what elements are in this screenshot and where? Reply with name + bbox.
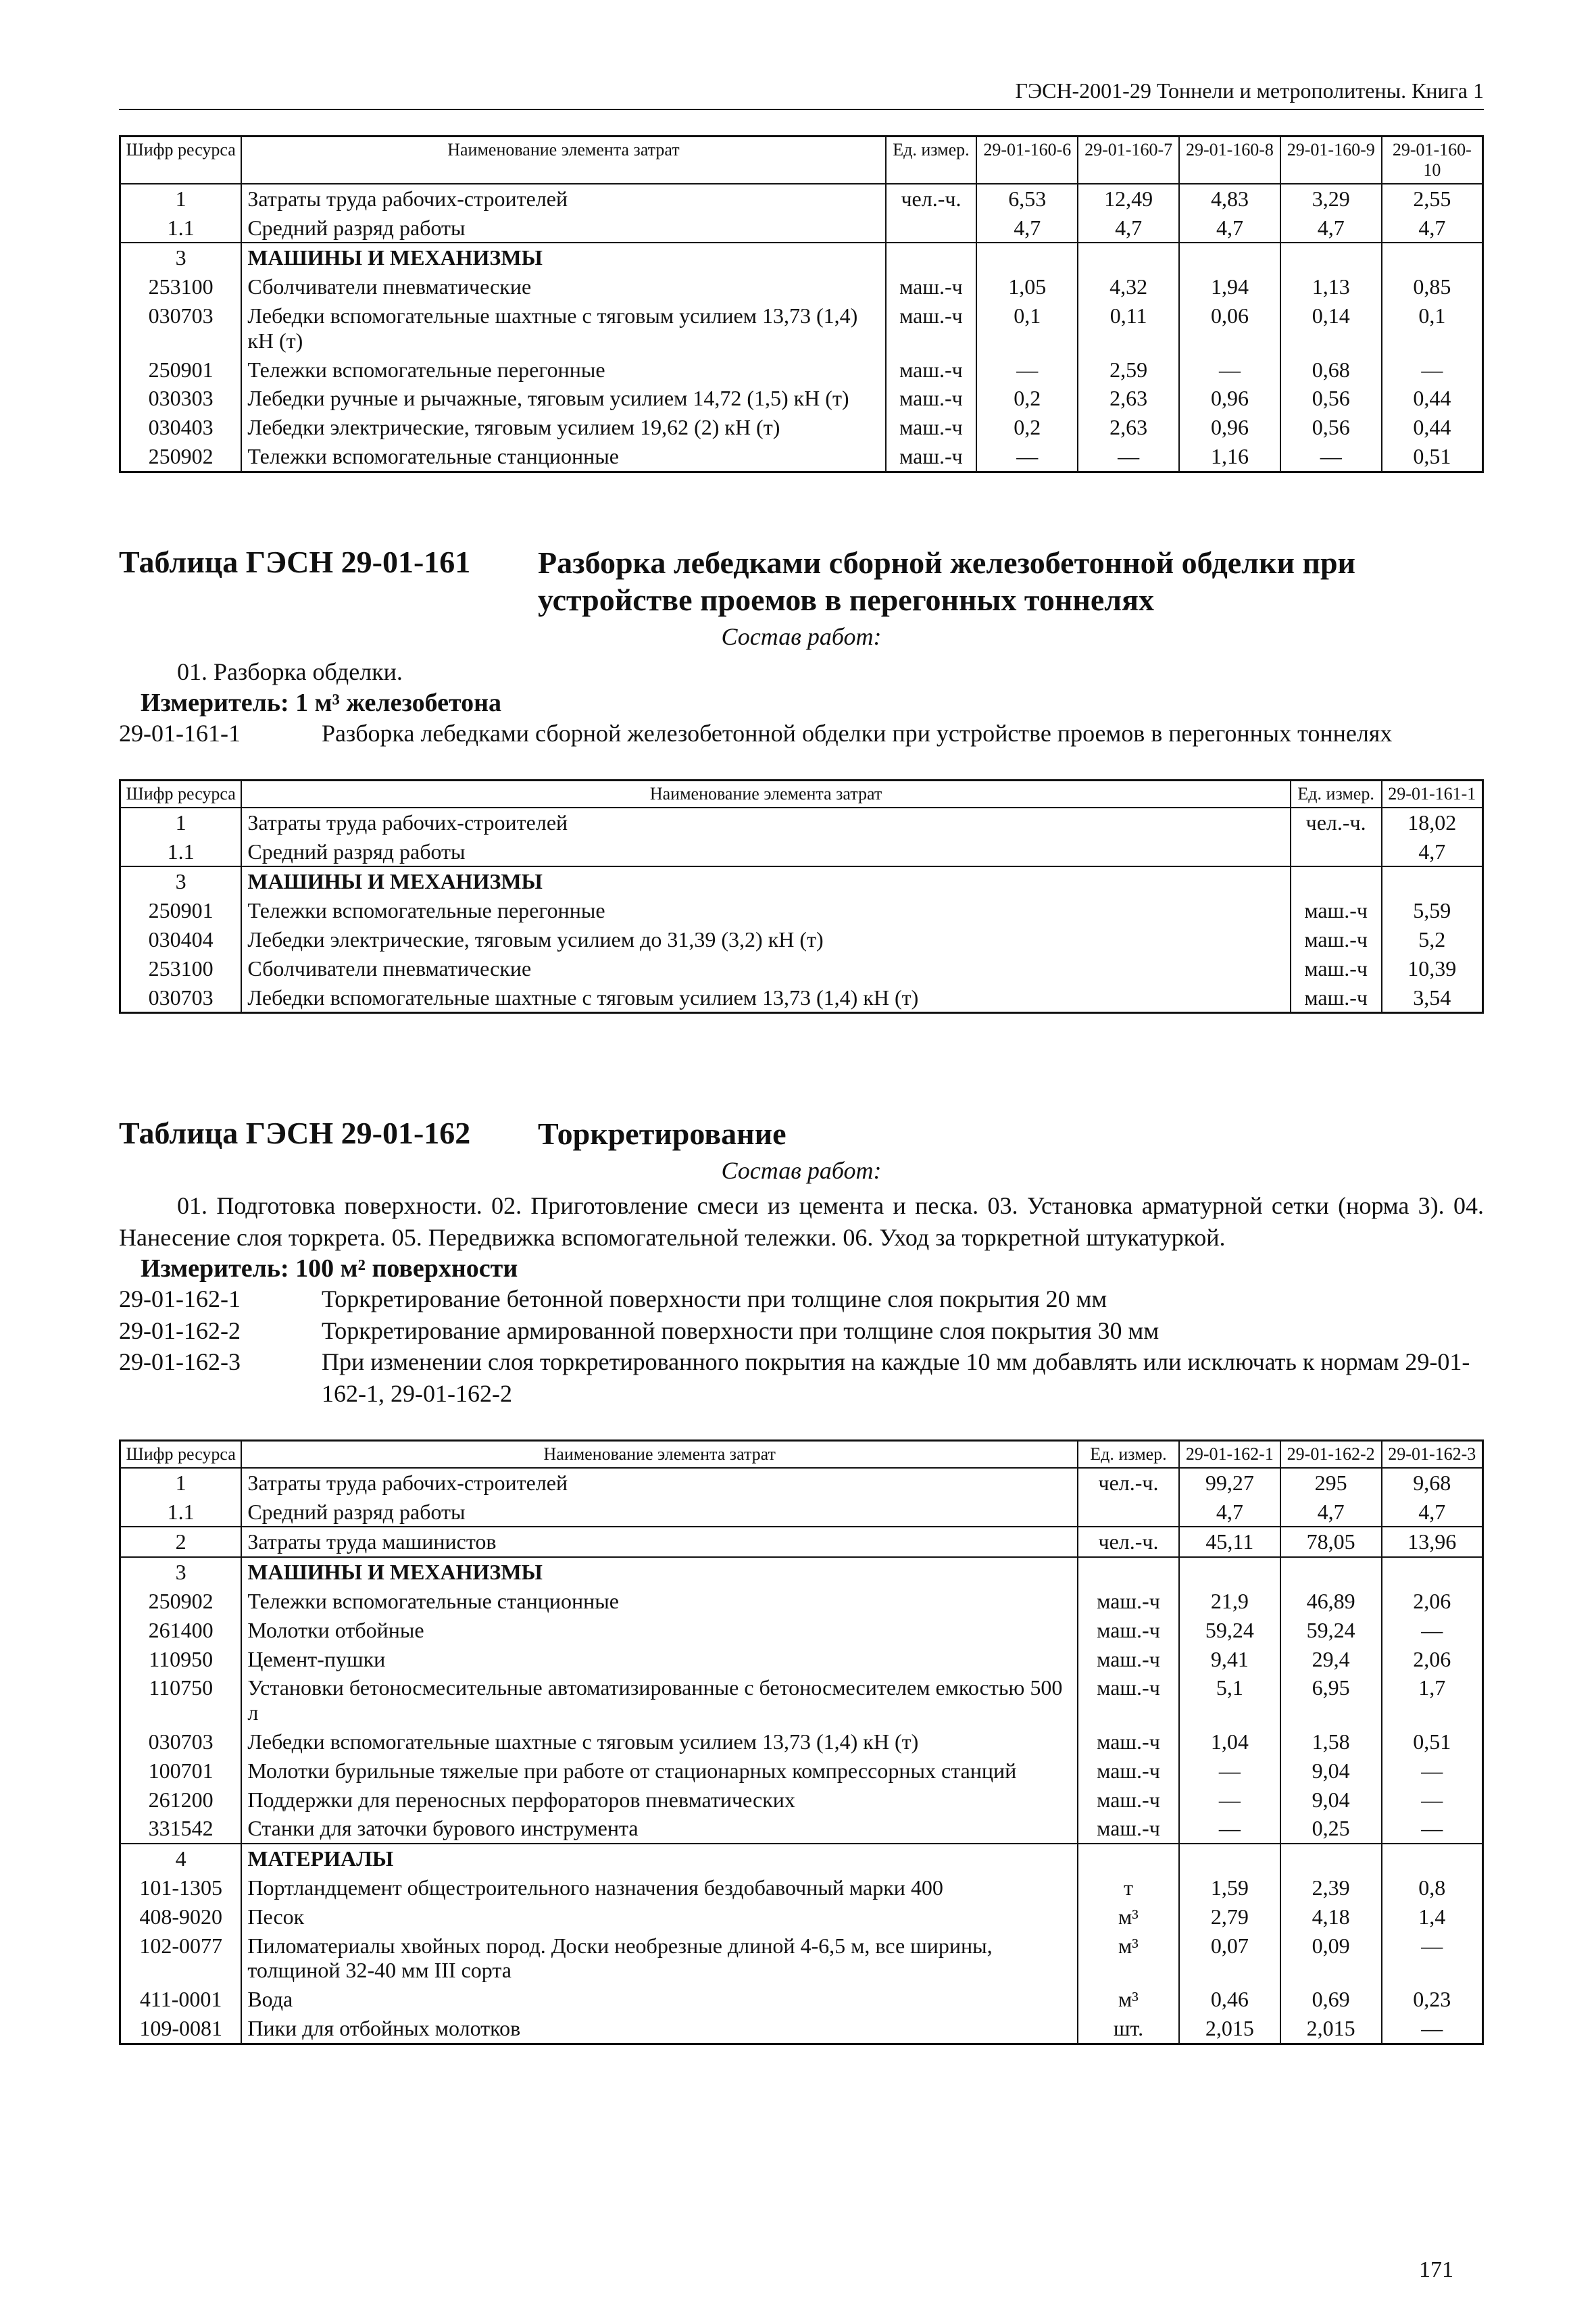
value-cell: 4,7 xyxy=(1280,1498,1382,1527)
unit-cell: маш.-ч xyxy=(1078,1587,1179,1616)
value-cell: 5,1 xyxy=(1179,1673,1280,1727)
value-cell: — xyxy=(1280,442,1382,472)
unit-cell: маш.-ч xyxy=(1291,896,1382,925)
resource-code: 102-0077 xyxy=(120,1931,242,1986)
value-cell: 4,7 xyxy=(1078,214,1179,243)
page-number: 171 xyxy=(1419,2257,1453,2282)
unit-cell: чел.-ч. xyxy=(886,184,977,214)
value-cell: 4,18 xyxy=(1280,1902,1382,1931)
resource-code: 253100 xyxy=(120,954,242,983)
value-cell: 295 xyxy=(1280,1468,1382,1498)
value-cell: 1,13 xyxy=(1280,272,1382,301)
value-cell: 0,68 xyxy=(1280,355,1382,385)
value-cell: 0,56 xyxy=(1280,384,1382,413)
value-cell: 0,2 xyxy=(976,413,1078,442)
value-cell: 13,96 xyxy=(1382,1527,1483,1557)
value-cell: 0,8 xyxy=(1382,1873,1483,1902)
norm-item xyxy=(119,718,1484,749)
value-cell: 6,53 xyxy=(976,184,1078,214)
value-cell: 2,06 xyxy=(1382,1587,1483,1616)
value-cell: — xyxy=(1382,1786,1483,1815)
value-cell: 2,55 xyxy=(1382,184,1483,214)
table-row xyxy=(120,301,1483,355)
value-cell: — xyxy=(1382,1616,1483,1645)
unit-cell: маш.-ч xyxy=(886,355,977,385)
value-cell: 4,7 xyxy=(1382,837,1483,867)
resource-code: 411-0001 xyxy=(120,1985,242,2014)
resource-code: 030703 xyxy=(120,983,242,1013)
composition-label: Состав работ: xyxy=(721,1157,882,1185)
cost-name: Сболчиватели пневматические xyxy=(241,954,1290,983)
resource-code: 1 xyxy=(120,184,242,214)
table-row xyxy=(120,954,1483,983)
value-cell: 21,9 xyxy=(1179,1587,1280,1616)
value-cell: 2,06 xyxy=(1382,1645,1483,1674)
cost-name: Поддержки для переносных перфораторов пневматических xyxy=(241,1786,1078,1815)
norm-item xyxy=(119,1283,1484,1315)
value-cell: 2,39 xyxy=(1280,1873,1382,1902)
resource-code: 250902 xyxy=(120,442,242,472)
value-cell: 4,7 xyxy=(1179,1498,1280,1527)
value-cell: 2,79 xyxy=(1179,1902,1280,1931)
value-cell: 0,1 xyxy=(976,301,1078,355)
table-160-block xyxy=(119,135,1484,473)
resource-code: 101-1305 xyxy=(120,1873,242,1902)
table-row xyxy=(120,243,1483,272)
value-cell: — xyxy=(1179,1756,1280,1786)
unit-cell xyxy=(886,243,977,272)
value-cell xyxy=(1382,866,1483,896)
column-header: Ед. измер. xyxy=(1078,1440,1179,1467)
cost-name: Цемент-пушки xyxy=(241,1645,1078,1674)
value-cell xyxy=(1382,243,1483,272)
value-cell: 4,7 xyxy=(1382,214,1483,243)
column-header: 29-01-162-3 xyxy=(1382,1440,1483,1467)
section-heading: МАТЕРИАЛЫ xyxy=(241,1844,1078,1873)
cost-name: Портландцемент общестроительного назначения бездобавочный марки 400 xyxy=(241,1873,1078,1902)
resource-code: 110750 xyxy=(120,1673,242,1727)
value-cell: — xyxy=(976,355,1078,385)
cost-name: Затраты труда машинистов xyxy=(241,1527,1078,1557)
table-row xyxy=(120,1985,1483,2014)
value-cell: 0,1 xyxy=(1382,301,1483,355)
section-heading: МАШИНЫ И МЕХАНИЗМЫ xyxy=(241,243,885,272)
norm-text: Торкретирование бетонной поверхности при толщине слоя покрытия 20 мм xyxy=(322,1285,1107,1312)
value-cell: 18,02 xyxy=(1382,808,1483,837)
value-cell: 0,44 xyxy=(1382,384,1483,413)
cost-name: Молотки отбойные xyxy=(241,1616,1078,1645)
table-row xyxy=(120,272,1483,301)
resource-code: 3 xyxy=(120,243,242,272)
resource-code: 030703 xyxy=(120,1727,242,1756)
cost-table-161 xyxy=(119,779,1484,1014)
table-row xyxy=(120,808,1483,837)
norm-code: 29-01-162-3 xyxy=(119,1348,241,1376)
unit-cell: м³ xyxy=(1078,1902,1179,1931)
value-cell xyxy=(1280,243,1382,272)
value-cell: 6,95 xyxy=(1280,1673,1382,1727)
value-cell: 0,96 xyxy=(1179,384,1280,413)
value-cell: 4,7 xyxy=(1382,1498,1483,1527)
resource-code: 1.1 xyxy=(120,1498,242,1527)
column-header: 29-01-160-9 xyxy=(1280,137,1382,184)
resource-code: 250901 xyxy=(120,355,242,385)
column-header: Шифр ресурса xyxy=(120,137,242,184)
cost-name: Станки для заточки бурового инструмента xyxy=(241,1814,1078,1844)
unit-cell: чел.-ч. xyxy=(1078,1468,1179,1498)
cost-name: Тележки вспомогательные станционные xyxy=(241,442,885,472)
cost-name: Тележки вспомогательные перегонные xyxy=(241,896,1290,925)
norm-item xyxy=(119,1315,1484,1347)
resource-code: 1 xyxy=(120,1468,242,1498)
column-header: Наименование элемента затрат xyxy=(241,780,1290,807)
table-name: Разборка лебедками сборной железобетонной обделки при устройстве проемов в перегонных тоннелях xyxy=(538,545,1356,618)
value-cell: — xyxy=(1382,2014,1483,2044)
unit-cell xyxy=(1078,1557,1179,1587)
value-cell: 9,04 xyxy=(1280,1786,1382,1815)
table-title-161 xyxy=(119,544,1484,618)
value-cell: 0,51 xyxy=(1382,1727,1483,1756)
cost-name: Пиломатериалы хвойных пород. Доски необрезные длиной 4-6,5 м, все ширины, толщиной 32-40 мм III сорта xyxy=(241,1931,1078,1986)
value-cell xyxy=(1280,1844,1382,1873)
meter-label: Измеритель: 100 м² поверхности xyxy=(141,1254,518,1283)
resource-code: 030703 xyxy=(120,301,242,355)
cost-table-162 xyxy=(119,1439,1484,2045)
value-cell: 1,59 xyxy=(1179,1873,1280,1902)
unit-cell xyxy=(1078,1498,1179,1527)
column-header: 29-01-160-6 xyxy=(976,137,1078,184)
value-cell xyxy=(976,243,1078,272)
norm-text: Разборка лебедками сборной железобетонной обделки при устройстве проемов в перегонных тоннелях xyxy=(322,720,1393,747)
column-header: 29-01-162-1 xyxy=(1179,1440,1280,1467)
table-row xyxy=(120,1873,1483,1902)
value-cell: 0,2 xyxy=(976,384,1078,413)
value-cell: — xyxy=(1179,1786,1280,1815)
cost-name: Тележки вспомогательные перегонные xyxy=(241,355,885,385)
meter-label: Измеритель: 1 м³ железобетона xyxy=(141,689,502,718)
cost-table-160 xyxy=(119,135,1484,473)
resource-code: 331542 xyxy=(120,1814,242,1844)
unit-cell: маш.-ч xyxy=(1078,1814,1179,1844)
cost-name: Тележки вспомогательные станционные xyxy=(241,1587,1078,1616)
table-row xyxy=(120,1756,1483,1786)
value-cell xyxy=(1179,1557,1280,1587)
resource-code: 109-0081 xyxy=(120,2014,242,2044)
value-cell xyxy=(1179,243,1280,272)
column-header: Шифр ресурса xyxy=(120,780,242,807)
value-cell: — xyxy=(1078,442,1179,472)
unit-cell: маш.-ч xyxy=(886,442,977,472)
value-cell: 10,39 xyxy=(1382,954,1483,983)
unit-cell: маш.-ч xyxy=(1078,1756,1179,1786)
section-heading: МАШИНЫ И МЕХАНИЗМЫ xyxy=(241,866,1290,896)
value-cell xyxy=(1280,1557,1382,1587)
unit-cell xyxy=(1078,1844,1179,1873)
table-row xyxy=(120,925,1483,954)
column-header: Наименование элемента затрат xyxy=(241,1440,1078,1467)
cost-name: Песок xyxy=(241,1902,1078,1931)
works-list: 01. Подготовка поверхности. 02. Приготовление смеси из цемента и песка. 03. Установка арматурной сетки (норма 3). 04. Нанесение слоя торкрета. 05. Передвижка вспомогательной тележки. 06. Уход за торкретной штукатуркой. xyxy=(119,1192,1484,1251)
value-cell: 0,96 xyxy=(1179,413,1280,442)
resource-code: 250902 xyxy=(120,1587,242,1616)
table-row xyxy=(120,983,1483,1013)
table-row xyxy=(120,1645,1483,1674)
cost-name: Лебедки электрические, тяговым усилием 19,62 (2) кН (т) xyxy=(241,413,885,442)
resource-code: 030403 xyxy=(120,413,242,442)
norm-code: 29-01-161-1 xyxy=(119,720,241,747)
resource-code: 1.1 xyxy=(120,837,242,867)
unit-cell: маш.-ч xyxy=(886,272,977,301)
table-row xyxy=(120,1902,1483,1931)
value-cell: 0,07 xyxy=(1179,1931,1280,1986)
value-cell: 1,16 xyxy=(1179,442,1280,472)
value-cell: 0,85 xyxy=(1382,272,1483,301)
table-row xyxy=(120,1468,1483,1498)
table-row xyxy=(120,384,1483,413)
table-row xyxy=(120,413,1483,442)
norm-text: При изменении слоя торкретированного покрытия на каждые 10 мм добавлять или исключать к нормам 29-01-162-1, 29-01-162-2 xyxy=(322,1348,1470,1408)
value-cell: 4,7 xyxy=(1280,214,1382,243)
resource-code: 1.1 xyxy=(120,214,242,243)
resource-code: 1 xyxy=(120,808,242,837)
resource-code: 2 xyxy=(120,1527,242,1557)
table-row xyxy=(120,866,1483,896)
value-cell: 4,32 xyxy=(1078,272,1179,301)
section-161 xyxy=(119,544,1484,1014)
value-cell: 0,69 xyxy=(1280,1985,1382,2014)
table-row xyxy=(120,1587,1483,1616)
cost-name: Лебедки вспомогательные шахтные с тяговым усилием 13,73 (1,4) кН (т) xyxy=(241,1727,1078,1756)
resource-code: 100701 xyxy=(120,1756,242,1786)
table-row xyxy=(120,214,1483,243)
value-cell: 2,015 xyxy=(1280,2014,1382,2044)
table-name: Торкретирование xyxy=(538,1116,787,1151)
unit-cell: маш.-ч xyxy=(1078,1616,1179,1645)
unit-cell: маш.-ч xyxy=(886,301,977,355)
cost-name: Средний разряд работы xyxy=(241,837,1290,867)
value-cell: 2,63 xyxy=(1078,413,1179,442)
resource-code: 408-9020 xyxy=(120,1902,242,1931)
resource-code: 030404 xyxy=(120,925,242,954)
resource-code: 4 xyxy=(120,1844,242,1873)
value-cell: 3,29 xyxy=(1280,184,1382,214)
column-header: Шифр ресурса xyxy=(120,1440,242,1467)
unit-cell xyxy=(886,214,977,243)
unit-cell: маш.-ч xyxy=(1078,1727,1179,1756)
unit-cell: шт. xyxy=(1078,2014,1179,2044)
unit-cell: т xyxy=(1078,1873,1179,1902)
cost-name: Молотки бурильные тяжелые при работе от стационарных компрессорных станций xyxy=(241,1756,1078,1786)
unit-cell: м³ xyxy=(1078,1931,1179,1986)
value-cell: 1,05 xyxy=(976,272,1078,301)
composition-label: Состав работ: xyxy=(721,623,882,651)
value-cell: 4,83 xyxy=(1179,184,1280,214)
value-cell: 59,24 xyxy=(1179,1616,1280,1645)
table-row xyxy=(120,1931,1483,1986)
table-row xyxy=(120,442,1483,472)
cost-name: Затраты труда рабочих-строителей xyxy=(241,808,1290,837)
column-header: 29-01-160-8 xyxy=(1179,137,1280,184)
value-cell: 12,49 xyxy=(1078,184,1179,214)
unit-cell: чел.-ч. xyxy=(1078,1527,1179,1557)
table-row xyxy=(120,1673,1483,1727)
value-cell: 0,06 xyxy=(1179,301,1280,355)
value-cell: 3,54 xyxy=(1382,983,1483,1013)
resource-code: 3 xyxy=(120,1557,242,1587)
table-row xyxy=(120,1527,1483,1557)
value-cell: 1,58 xyxy=(1280,1727,1382,1756)
value-cell: — xyxy=(1382,1931,1483,1986)
value-cell: 0,23 xyxy=(1382,1985,1483,2014)
value-cell xyxy=(1382,1844,1483,1873)
value-cell xyxy=(1078,243,1179,272)
table-title-162 xyxy=(119,1115,1484,1152)
cost-name: Лебедки электрические, тяговым усилием до 31,39 (3,2) кН (т) xyxy=(241,925,1290,954)
cost-name: Пики для отбойных молотков xyxy=(241,2014,1078,2044)
table-row xyxy=(120,1557,1483,1587)
page-header: ГЭСН-2001-29 Тоннели и метрополитены. Книга 1 xyxy=(119,78,1484,110)
value-cell: 29,4 xyxy=(1280,1645,1382,1674)
resource-code: 110950 xyxy=(120,1645,242,1674)
cost-name: Лебедки вспомогательные шахтные с тяговым усилием 13,73 (1,4) кН (т) xyxy=(241,983,1290,1013)
cost-name: Средний разряд работы xyxy=(241,214,885,243)
value-cell: 0,44 xyxy=(1382,413,1483,442)
cost-name: Лебедки ручные и рычажные, тяговым усилием 14,72 (1,5) кН (т) xyxy=(241,384,885,413)
unit-cell xyxy=(1291,866,1382,896)
unit-cell xyxy=(1291,837,1382,867)
norm-item xyxy=(119,1346,1484,1410)
column-header: 29-01-160-10 xyxy=(1382,137,1483,184)
value-cell: 1,4 xyxy=(1382,1902,1483,1931)
value-cell: 0,51 xyxy=(1382,442,1483,472)
value-cell: 2,59 xyxy=(1078,355,1179,385)
value-cell: 59,24 xyxy=(1280,1616,1382,1645)
resource-code: 253100 xyxy=(120,272,242,301)
value-cell: 9,04 xyxy=(1280,1756,1382,1786)
value-cell: 45,11 xyxy=(1179,1527,1280,1557)
value-cell: 2,015 xyxy=(1179,2014,1280,2044)
table-row xyxy=(120,1727,1483,1756)
table-number: Таблица ГЭСН 29-01-162 xyxy=(119,1116,471,1150)
unit-cell: маш.-ч xyxy=(886,413,977,442)
value-cell: 46,89 xyxy=(1280,1587,1382,1616)
value-cell: — xyxy=(1179,1814,1280,1844)
column-header: Ед. измер. xyxy=(886,137,977,184)
resource-code: 250901 xyxy=(120,896,242,925)
value-cell: 0,46 xyxy=(1179,1985,1280,2014)
table-row xyxy=(120,1814,1483,1844)
value-cell: — xyxy=(1382,1756,1483,1786)
value-cell: 5,59 xyxy=(1382,896,1483,925)
cost-name: Установки бетоносмесительные автоматизированные с бетоносмесителем емкостью 500 л xyxy=(241,1673,1078,1727)
value-cell: 0,11 xyxy=(1078,301,1179,355)
table-row xyxy=(120,1844,1483,1873)
table-row xyxy=(120,1498,1483,1527)
resource-code: 030303 xyxy=(120,384,242,413)
value-cell: — xyxy=(1382,355,1483,385)
unit-cell: маш.-ч xyxy=(1078,1645,1179,1674)
unit-cell: маш.-ч xyxy=(1291,925,1382,954)
value-cell: 4,7 xyxy=(1179,214,1280,243)
value-cell: 2,63 xyxy=(1078,384,1179,413)
table-row xyxy=(120,184,1483,214)
value-cell: 1,04 xyxy=(1179,1727,1280,1756)
unit-cell: маш.-ч xyxy=(886,384,977,413)
unit-cell: м³ xyxy=(1078,1985,1179,2014)
cost-name: Сболчиватели пневматические xyxy=(241,272,885,301)
value-cell: 0,09 xyxy=(1280,1931,1382,1986)
unit-cell: маш.-ч xyxy=(1291,954,1382,983)
cost-name: Вода xyxy=(241,1985,1078,2014)
unit-cell: маш.-ч xyxy=(1078,1786,1179,1815)
value-cell: — xyxy=(1382,1814,1483,1844)
table-row xyxy=(120,1616,1483,1645)
resource-code: 261400 xyxy=(120,1616,242,1645)
table-number: Таблица ГЭСН 29-01-161 xyxy=(119,545,471,579)
norm-list xyxy=(119,718,1484,749)
column-header: 29-01-160-7 xyxy=(1078,137,1179,184)
cost-name: Затраты труда рабочих-строителей xyxy=(241,1468,1078,1498)
works-list: 01. Разборка обделки. xyxy=(177,658,403,686)
unit-cell: маш.-ч xyxy=(1291,983,1382,1013)
cost-name: Лебедки вспомогательные шахтные с тяговым усилием 13,73 (1,4) кН (т) xyxy=(241,301,885,355)
section-heading: МАШИНЫ И МЕХАНИЗМЫ xyxy=(241,1557,1078,1587)
value-cell xyxy=(1179,1844,1280,1873)
table-row xyxy=(120,896,1483,925)
column-header: Наименование элемента затрат xyxy=(241,137,885,184)
value-cell: 0,56 xyxy=(1280,413,1382,442)
value-cell: 78,05 xyxy=(1280,1527,1382,1557)
unit-cell: маш.-ч xyxy=(1078,1673,1179,1727)
value-cell: 4,7 xyxy=(976,214,1078,243)
value-cell xyxy=(1382,1557,1483,1587)
table-row xyxy=(120,355,1483,385)
column-header: 29-01-162-2 xyxy=(1280,1440,1382,1467)
value-cell: 9,68 xyxy=(1382,1468,1483,1498)
norm-code: 29-01-162-1 xyxy=(119,1285,241,1312)
table-row xyxy=(120,837,1483,867)
value-cell: 0,14 xyxy=(1280,301,1382,355)
unit-cell: чел.-ч. xyxy=(1291,808,1382,837)
norm-text: Торкретирование армированной поверхности при толщине слоя покрытия 30 мм xyxy=(322,1316,1159,1344)
value-cell: — xyxy=(1179,355,1280,385)
cost-name: Средний разряд работы xyxy=(241,1498,1078,1527)
value-cell: 9,41 xyxy=(1179,1645,1280,1674)
column-header: Ед. измер. xyxy=(1291,780,1382,807)
value-cell: 99,27 xyxy=(1179,1468,1280,1498)
column-header: 29-01-161-1 xyxy=(1382,780,1483,807)
value-cell: 1,7 xyxy=(1382,1673,1483,1727)
table-row xyxy=(120,1786,1483,1815)
resource-code: 261200 xyxy=(120,1786,242,1815)
norm-code: 29-01-162-2 xyxy=(119,1316,241,1344)
cost-name: Затраты труда рабочих-строителей xyxy=(241,184,885,214)
resource-code: 3 xyxy=(120,866,242,896)
value-cell: 5,2 xyxy=(1382,925,1483,954)
norm-list xyxy=(119,1283,1484,1410)
value-cell: — xyxy=(976,442,1078,472)
value-cell: 0,25 xyxy=(1280,1814,1382,1844)
table-row xyxy=(120,2014,1483,2044)
value-cell: 1,94 xyxy=(1179,272,1280,301)
section-162 xyxy=(119,1115,1484,2045)
